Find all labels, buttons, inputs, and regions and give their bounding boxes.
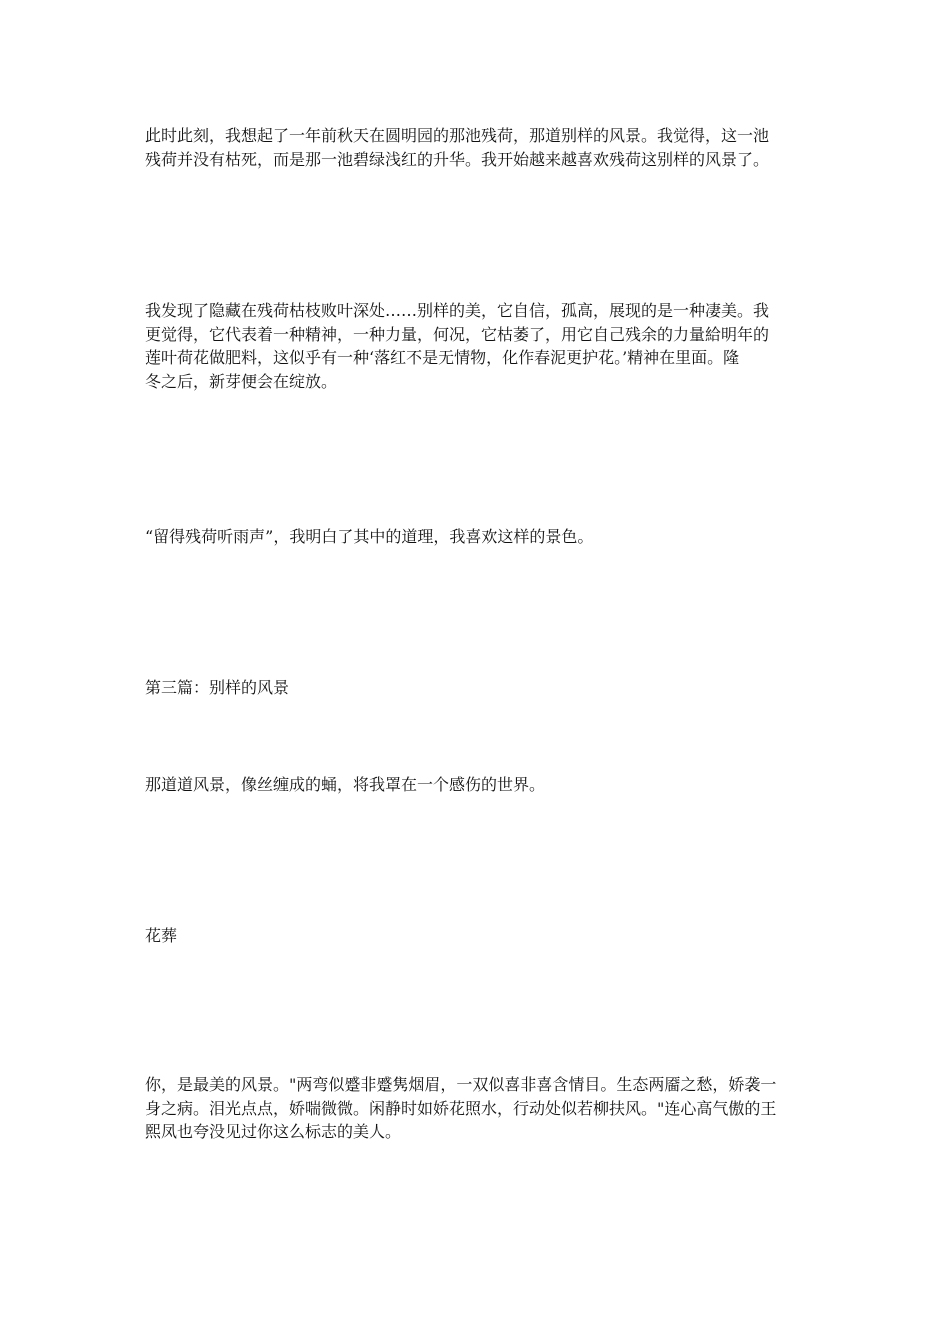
paragraph-line: 残荷并没有枯死，而是那一池碧绿浅红的升华。我开始越来越喜欢残荷这别样的风景了。	[145, 149, 770, 169]
sub-heading-text: 花葬	[145, 926, 178, 945]
paragraph-7	[145, 1073, 810, 1144]
paragraph-line: 你，是最美的风景。"两弯似蹙非蹙隽烟眉，一双似喜非喜含情目。生态两靥之愁，娇袭一	[145, 1075, 777, 1094]
paragraph-line: 莲叶荷花做肥料，这似乎有一种‘落红不是无情物，化作春泥更护花。’精神在里面。隆	[145, 348, 740, 367]
section-heading	[145, 676, 810, 700]
paragraph-2	[145, 299, 810, 393]
paragraph-line: 我发现了隐藏在残荷枯枝败叶深处……别样的美，它自信，孤高，展现的是一种凄美。我	[145, 301, 770, 320]
paragraph-line: 冬之后，新芽便会在绽放。	[145, 371, 338, 391]
paragraph-3	[145, 525, 810, 549]
paragraph-line: 更觉得，它代表着一种精神，一种力量，何况，它枯萎了，用它自己残余的力量給明年的	[145, 324, 770, 344]
section-heading-text: 第三篇：别样的风景	[145, 678, 290, 697]
paragraph-line: 熙凤也夸没见过你这么标志的美人。	[145, 1122, 402, 1141]
paragraph-line: 那道道风景，像丝缠成的蛹，将我罩在一个感伤的世界。	[145, 775, 546, 794]
paragraph-line: 此时此刻，我想起了一年前秋天在圆明园的那池残荷，那道别样的风景。我觉得，这一池	[145, 126, 770, 145]
sub-heading	[145, 924, 810, 948]
paragraph-line: “留得残荷听雨声”，我明白了其中的道理，我喜欢这样的景色。	[145, 527, 594, 546]
paragraph-5	[145, 773, 810, 797]
paragraph-line: 身之病。泪光点点，娇喘微微。闲静时如娇花照水，行动处似若柳扶风。"连心高气傲的王	[145, 1098, 777, 1118]
paragraph-1	[145, 124, 810, 171]
